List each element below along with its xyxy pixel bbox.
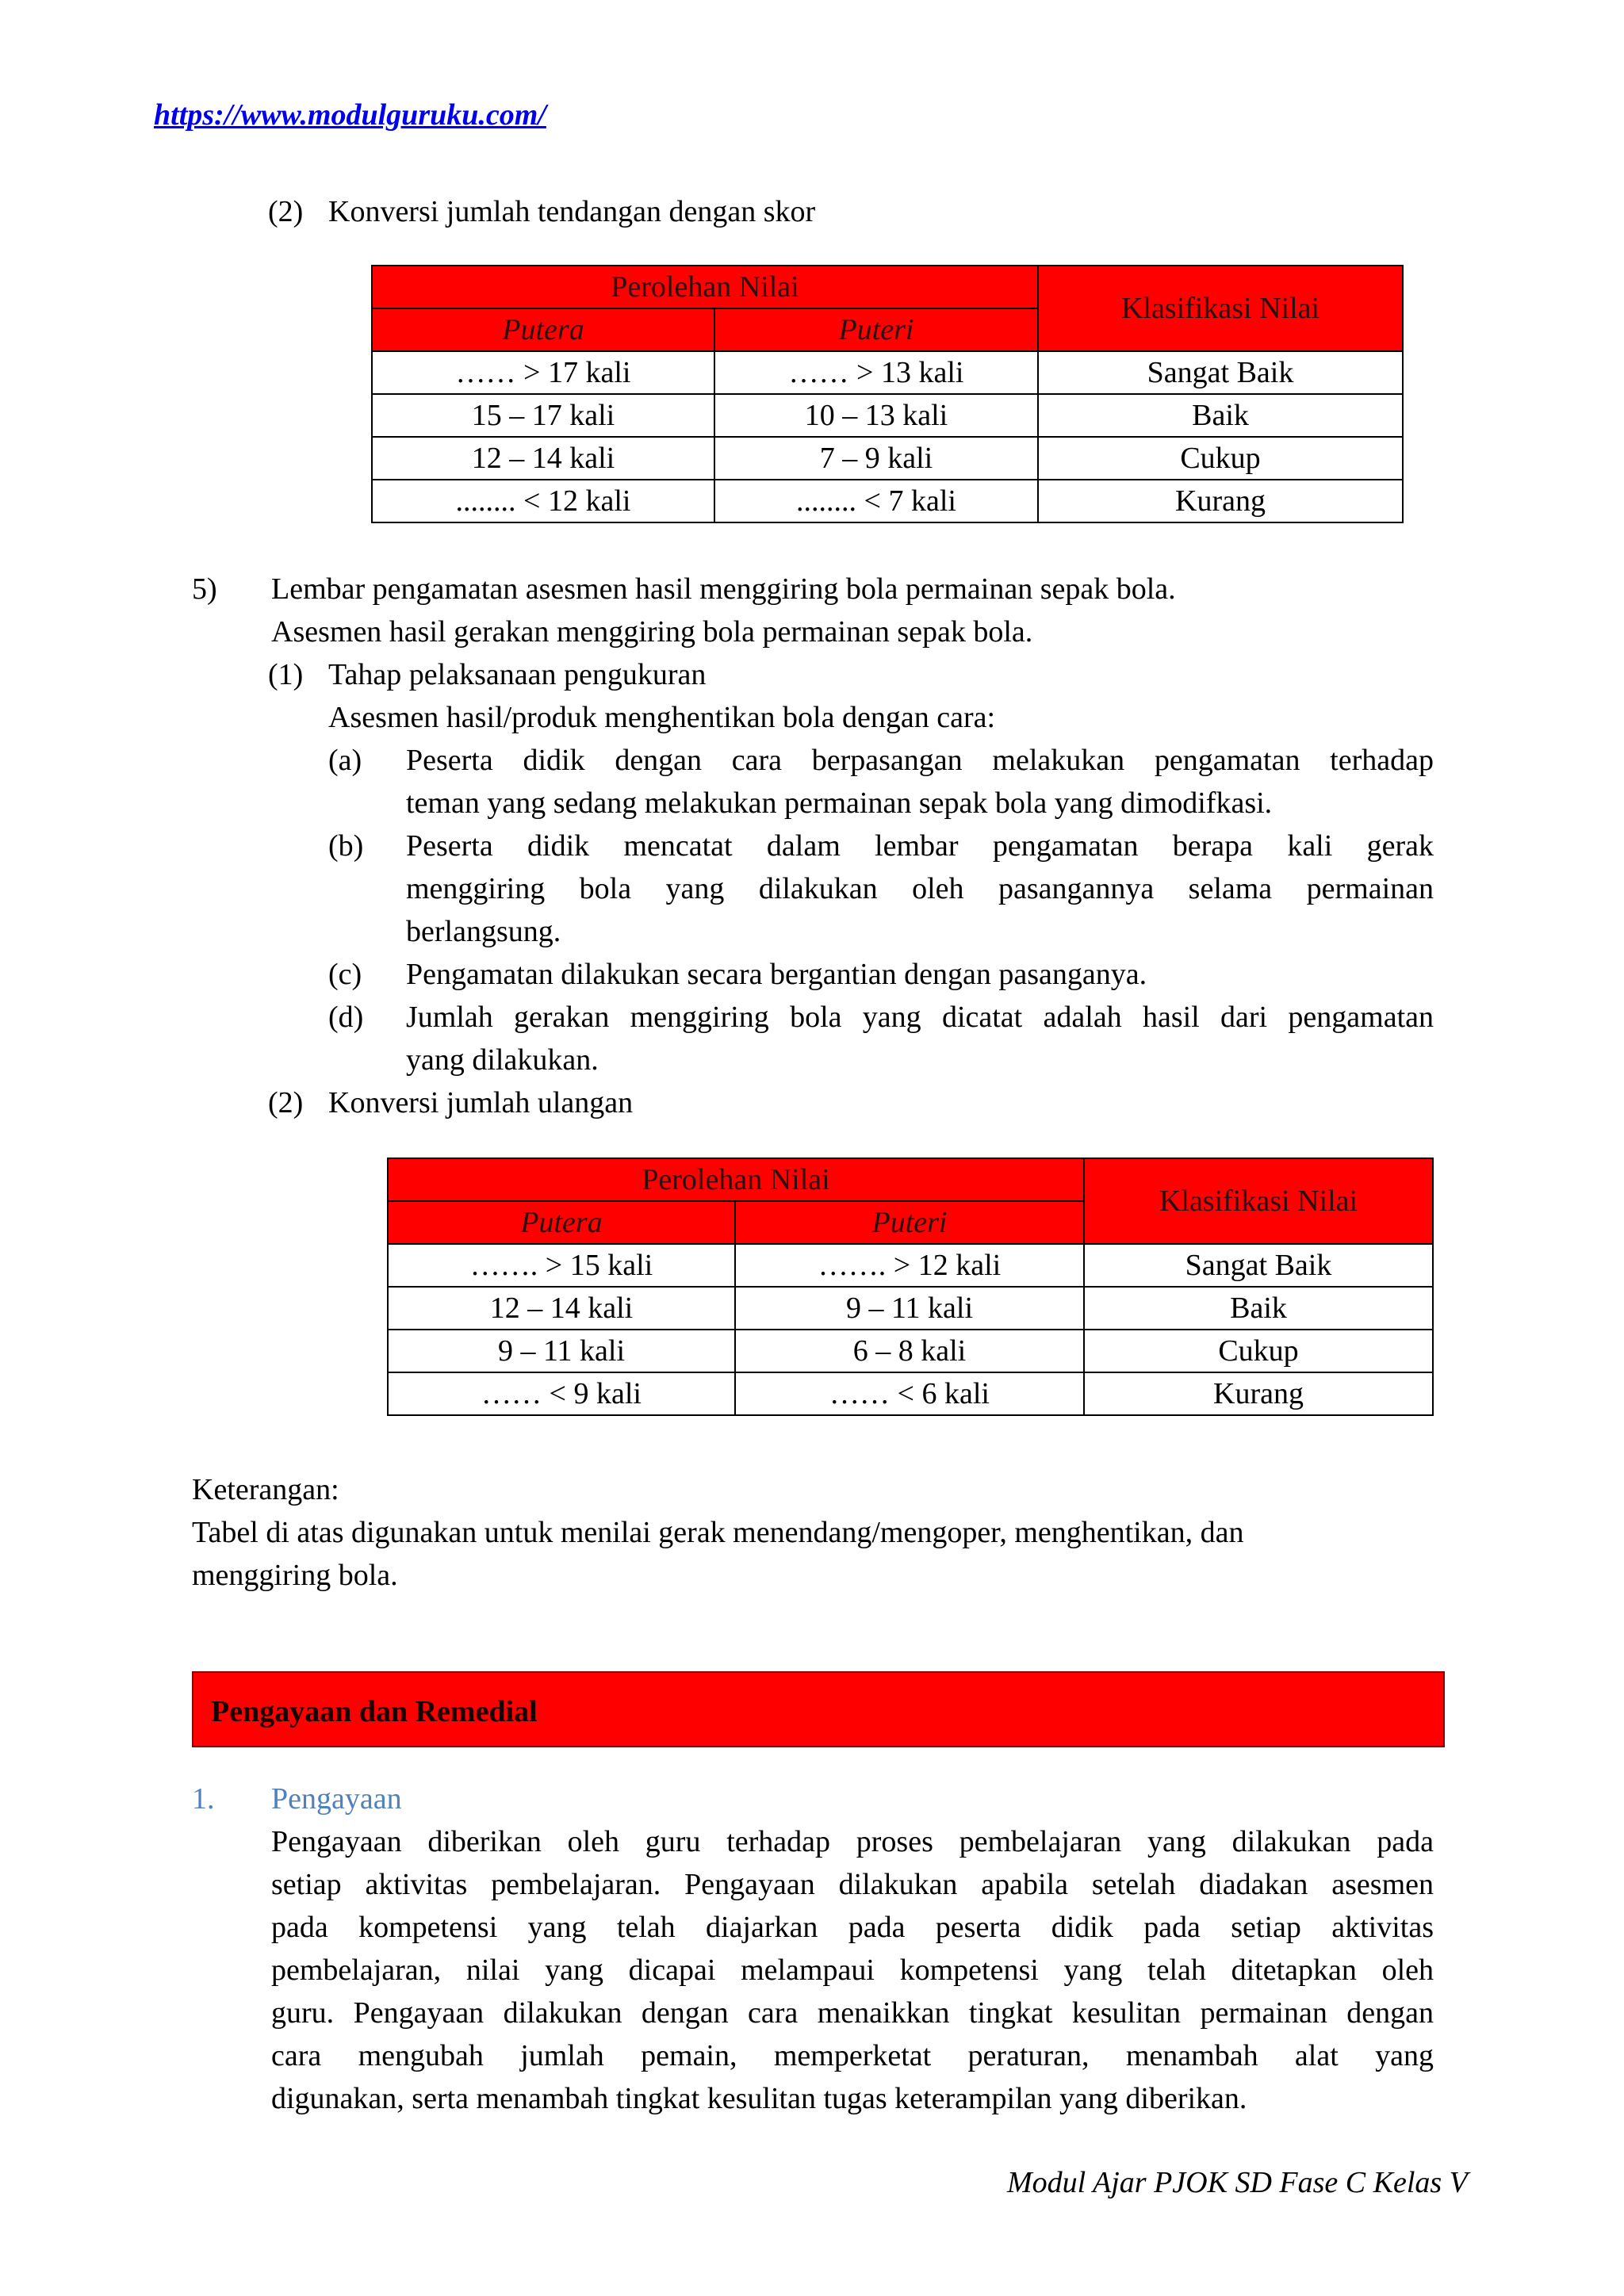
cell-puteri: 9 – 11 kali <box>735 1287 1084 1330</box>
table-row <box>372 480 1403 522</box>
table-row <box>388 1244 1433 1287</box>
item-intro: Asesmen hasil/produk menghentikan bola dengan cara: <box>328 701 996 734</box>
header-perolehan-nilai: Perolehan Nilai <box>388 1158 1084 1201</box>
header-putera: Putera <box>372 308 714 351</box>
point-text: teman yang sedang melakukan permainan sepak bola yang dimodifkasi. <box>406 786 1273 820</box>
score-table-kicks <box>371 265 1404 523</box>
note-label: Keterangan: <box>192 1473 339 1506</box>
list-number: 1. <box>192 1782 215 1816</box>
cell-klasifikasi: Kurang <box>1084 1372 1433 1415</box>
cell-putera: ……. > 15 kali <box>388 1244 735 1287</box>
item-number: (1) <box>268 658 304 691</box>
table-row <box>388 1372 1433 1415</box>
cell-putera: …… < 9 kali <box>388 1372 735 1415</box>
header-perolehan-nilai: Perolehan Nilai <box>372 266 1038 308</box>
page-footer: Modul Ajar PJOK SD Fase C Kelas V <box>1007 2166 1468 2199</box>
score-table-dribble <box>387 1158 1434 1416</box>
item-title: Tahap pelaksanaan pengukuran <box>328 658 707 691</box>
cell-klasifikasi: Cukup <box>1038 437 1403 480</box>
point-label: (d) <box>328 1001 364 1034</box>
cell-klasifikasi: Sangat Baik <box>1084 1244 1433 1287</box>
cell-puteri: …… < 6 kali <box>735 1372 1084 1415</box>
item-number: (2) <box>268 1086 304 1119</box>
point-label: (c) <box>328 958 362 991</box>
point-label: (b) <box>328 829 364 863</box>
cell-putera: 12 – 14 kali <box>388 1287 735 1330</box>
point-text: Pengamatan dilakukan secara bergantian dengan pasanganya. <box>406 958 1147 991</box>
cell-putera: ........ < 12 kali <box>372 480 714 522</box>
cell-putera: 9 – 11 kali <box>388 1330 735 1372</box>
table-row <box>372 394 1403 437</box>
paragraph-line: digunakan, serta menambah tingkat kesulitan tugas keterampilan yang diberikan. <box>271 2082 1247 2115</box>
cell-klasifikasi: Sangat Baik <box>1038 351 1403 394</box>
paragraph-line: cara mengubah jumlah pemain, memperketat peraturan, menambah alat yang <box>271 2039 1434 2072</box>
cell-puteri: 7 – 9 kali <box>714 437 1038 480</box>
header-putera: Putera <box>388 1201 735 1244</box>
point-text: berlangsung. <box>406 915 561 948</box>
cell-klasifikasi: Cukup <box>1084 1330 1433 1372</box>
cell-putera: …… > 17 kali <box>372 351 714 394</box>
header-klasifikasi-nilai: Klasifikasi Nilai <box>1084 1158 1433 1244</box>
banner-title: Pengayaan dan Remedial <box>211 1695 538 1728</box>
table-row <box>388 1330 1433 1372</box>
paragraph-line: Pengayaan diberikan oleh guru terhadap proses pembelajaran yang dilakukan pada <box>271 1825 1434 1858</box>
subsection-title: Pengayaan <box>271 1782 402 1816</box>
note-text: Tabel di atas digunakan untuk menilai gerak menendang/mengoper, menghentikan, dan <box>192 1516 1244 1549</box>
cell-puteri: …… > 13 kali <box>714 351 1038 394</box>
note-text: menggiring bola. <box>192 1559 398 1592</box>
paragraph-line: pembelajaran, nilai yang dicapai melampaui kompetensi yang telah ditetapkan oleh <box>271 1954 1434 1987</box>
section-banner <box>192 1671 1445 1747</box>
cell-puteri: 10 – 13 kali <box>714 394 1038 437</box>
section-number: 5) <box>192 572 217 606</box>
point-text: yang dilakukan. <box>406 1043 599 1077</box>
cell-putera: 15 – 17 kali <box>372 394 714 437</box>
section-title: Lembar pengamatan asesmen hasil menggiring bola permainan sepak bola. <box>271 572 1176 606</box>
cell-puteri: 6 – 8 kali <box>735 1330 1084 1372</box>
cell-putera: 12 – 14 kali <box>372 437 714 480</box>
paragraph-line: setiap aktivitas pembelajaran. Pengayaan dilakukan apabila setelah diadakan asesmen <box>271 1868 1434 1901</box>
header-url-link[interactable]: https://www.modulguruku.com/ <box>154 98 546 132</box>
section-subtitle: Asesmen hasil gerakan menggiring bola permainan sepak bola. <box>271 615 1033 649</box>
header-klasifikasi-nilai: Klasifikasi Nilai <box>1038 266 1403 351</box>
cell-klasifikasi: Baik <box>1038 394 1403 437</box>
table-row <box>372 437 1403 480</box>
point-text: menggiring bola yang dilakukan oleh pasangannya selama permainan <box>406 872 1434 905</box>
cell-puteri: ........ < 7 kali <box>714 480 1038 522</box>
item-title: Konversi jumlah ulangan <box>328 1086 634 1119</box>
paragraph-line: pada kompetensi yang telah diajarkan pada peserta didik pada setiap aktivitas <box>271 1911 1434 1944</box>
table-row <box>388 1287 1433 1330</box>
cell-klasifikasi: Baik <box>1084 1287 1433 1330</box>
point-text: Jumlah gerakan menggiring bola yang dicatat adalah hasil dari pengamatan <box>406 1001 1434 1034</box>
table-row <box>372 351 1403 394</box>
point-label: (a) <box>328 744 362 777</box>
point-text: Peserta didik dengan cara berpasangan melakukan pengamatan terhadap <box>406 744 1434 777</box>
paragraph-line: guru. Pengayaan dilakukan dengan cara menaikkan tingkat kesulitan permainan dengan <box>271 1996 1434 2030</box>
header-puteri: Puteri <box>714 308 1038 351</box>
point-text: Peserta didik mencatat dalam lembar pengamatan berapa kali gerak <box>406 829 1434 863</box>
cell-klasifikasi: Kurang <box>1038 480 1403 522</box>
cell-puteri: ……. > 12 kali <box>735 1244 1084 1287</box>
header-puteri: Puteri <box>735 1201 1084 1244</box>
section-title: Konversi jumlah tendangan dengan skor <box>328 195 816 228</box>
item-number: (2) <box>268 195 304 228</box>
